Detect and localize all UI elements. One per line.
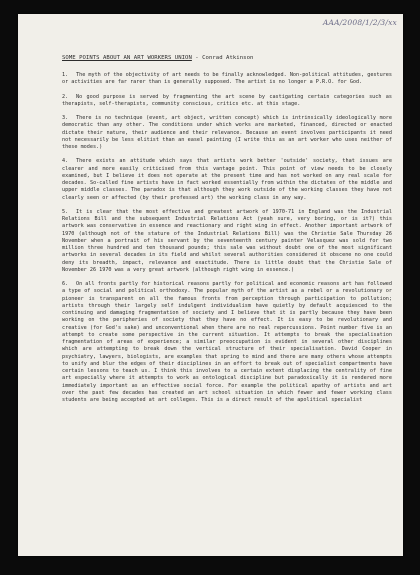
paragraph-1: 1. The myth of the objectivity of art needs to be finally acknowledged. Non-political attitudes, gestures or activities are far rarer than is generally supposed. The artist is no longer a P.R.O. for God. xyxy=(62,72,392,86)
paragraph-4: 4. There exists an attitude which says that artists work better 'outside' society, that issues are clearer and more easily criticised from this vantage point. This point of view needs to be closely examined, but I believe it does not operate at the present time and has not worked on any real scale for decades. So-called fine artists have in fact worked essentially from within the dictates of the middle and upper middle classes. The paradox is that although they work outside of the working classes they have not clearly seen or affected (by their professed art) the working class in any way. xyxy=(62,158,392,201)
document-body xyxy=(62,55,392,411)
document-page xyxy=(18,14,403,556)
archive-reference: AAA/2008/1/2/3/xx xyxy=(322,18,397,27)
paragraph-2: 2. No good purpose is served by fragmenting the art scene by castigating certain categories such as therapists, self-therapists, community conscious, critics etc. at this stage. xyxy=(62,93,392,107)
document-author: - Conrad Atkinson xyxy=(195,55,254,61)
paragraph-5: 5. It is clear that the most effective and greatest artwork of 1970-71 in England was the Industrial Relations Bill and the subsequent Industrial Relations Act (yeah sure, very boring, or is it?) this artwork was conservative in essence and reactionary and right wing in effect. Another important artwork of 1970 (although not of the stature of the Industrial Relations Bill) was the Christie Sale Thursday 26 November when a portrait of his servant by the seventeenth century painter Velasquez was sold for two million three hundred and ten thousand pounds; this sale was without doubt one of the most significant artworks in several decades in its field and whilst several authorities considered it obscene no one could deny its breadth, impact, relevance and exactitude. There is little doubt that the Christie Sale of November 26 1970 was a very great artwork (although right wing in essence.) xyxy=(62,208,392,273)
document-title: SOME POINTS ABOUT AN ART WORKERS UNION xyxy=(62,55,192,61)
document-heading xyxy=(62,55,392,62)
paragraph-6: 6. On all fronts partly for historical reasons partly for political and economic reasons art has followed a type of social and political orthodoxy. The popular myth of the artist as a rebel or a revolutionary or pioneer is transparent on all the famous fronts from perception through participation to pollution; artists through their largely self indulgent individualism have quietly by default acquiesced to the continuing and damaging fragmentation of society and I believe that it is partly because they have been working on the peripheries of society that they have no effect. It is easy to be revolutionary and creative (for God's sake) and unconventional when there are no real repercussions. Point number five is an attempt to create some perspective in the current situation. It attempts to break the specialisation fragmentation of areas of experience; a similar preoccupation is evident in several other disciplines which are attempting to break down the vertical structure of their specialisation. David Cooper in psychiatry, lawyers, biologists, are examples that spring to mind and there are many others whose attempts to unify and blur the edges of their disciplines in an effort to break out of specialist compartments have certain lessons to teach us. I think this involves to a certain extent displacing the centrality of fine art especially where it attempts to work as ontological discipline but paradoxically it is rendered more immediately important as an effective social force. For example the political apathy of artists and art over the past few decades has created an art school situation in which fewer and fewer working class students are being accepted at art colleges. This is a direct result of the apolitical specialist xyxy=(62,281,392,403)
paragraph-3: 3. There is no technique (event, art object, written concept) which is intrinsically ideologically more democratic than any other. The conditions under which works are marketed, financed, directed or enacted dictate their nature, their audience and their relevance. Because an event involves participants it need not necessarily be less elitist than an easel painting (I write this as an art worker who uses neither of these modes.) xyxy=(62,115,392,150)
